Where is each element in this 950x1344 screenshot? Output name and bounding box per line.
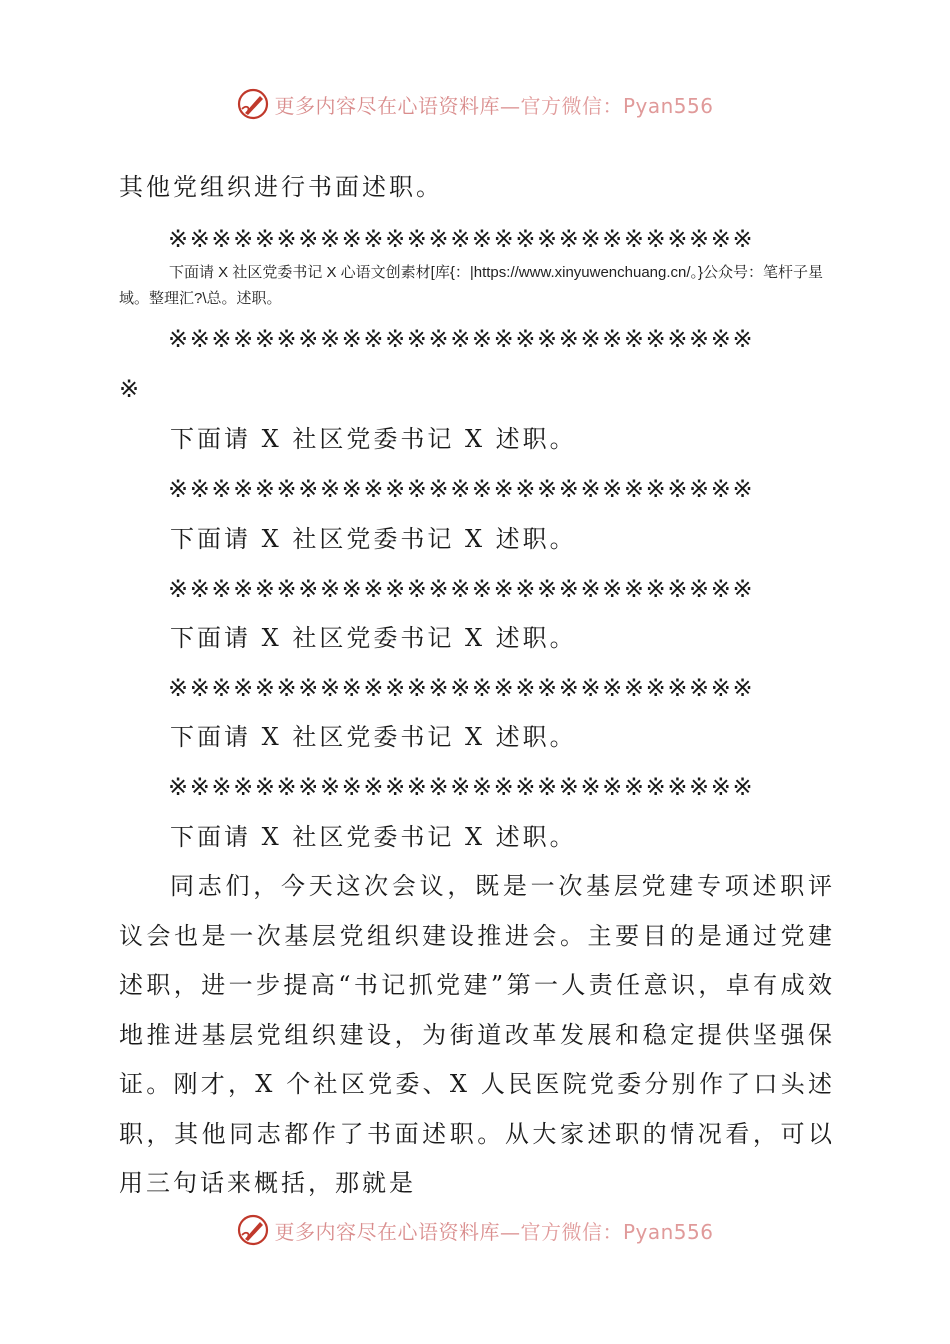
text-line-1: 其他党组织进行书面述职。 [119, 173, 443, 201]
repeat-line-5: 下面请 X 社区党委书记 X 述职。 [170, 823, 577, 851]
symbol-row-3: ※※※※※※※※※※※※※※※※※※※※※※※※※※※ [168, 475, 755, 503]
symbol-row-2: ※※※※※※※※※※※※※※※※※※※※※※※※※※※ [168, 325, 755, 353]
pen-logo-icon [236, 87, 270, 121]
banner-title: 更多内容尽在心语资料库 [274, 1219, 500, 1244]
pen-logo-icon [236, 1213, 270, 1247]
symbol-row-5: ※※※※※※※※※※※※※※※※※※※※※※※※※※※ [168, 674, 755, 702]
symbol-row-1: ※※※※※※※※※※※※※※※※※※※※※※※※※※※ [168, 225, 755, 253]
footer-banner [0, 1210, 950, 1250]
repeat-line-1: 下面请 X 社区党委书记 X 述职。 [170, 425, 577, 453]
repeat-line-4: 下面请 X 社区党委书记 X 述职。 [170, 723, 577, 751]
repeat-line-3: 下面请 X 社区党委书记 X 述职。 [170, 624, 577, 652]
banner-wechat: 官方微信：Pyan556 [520, 1219, 714, 1244]
body-paragraph: 同志们，今天这次会议，既是一次基层党建专项述职评议会也是一次基层党组织建设推进会。主要目的是通过党建述职，进一步提高“书记抓党建”第一人责任意识，卓有成效地推进基层党组织建设，为街道改革发展和稳定提供坚强保证。刚才，X 个社区党委、X 人民医院党委分别作了口头述职，其他同志都作了书面述职。从大家述职的情况看，可以用三句话来概括，那就是 [119, 872, 835, 1197]
symbol-row-6: ※※※※※※※※※※※※※※※※※※※※※※※※※※※ [168, 773, 755, 801]
repeat-line-2: 下面请 X 社区党委书记 X 述职。 [170, 525, 577, 553]
banner-dash: — [499, 93, 521, 118]
symbol-row-4: ※※※※※※※※※※※※※※※※※※※※※※※※※※※ [168, 575, 755, 603]
banner-wechat: 官方微信：Pyan556 [520, 93, 714, 118]
header-banner [0, 84, 950, 124]
banner-dash: — [499, 1219, 521, 1244]
symbol-row-2-wrap: ※ [119, 375, 143, 403]
watermark-note: 下面请 X 社区党委书记 X 心语文创素材[库{：|https://www.xinyuwenchuang.cn/。}公众号：笔杆子星域。整理汇?\总。述职。 [119, 264, 824, 307]
banner-title: 更多内容尽在心语资料库 [274, 93, 500, 118]
